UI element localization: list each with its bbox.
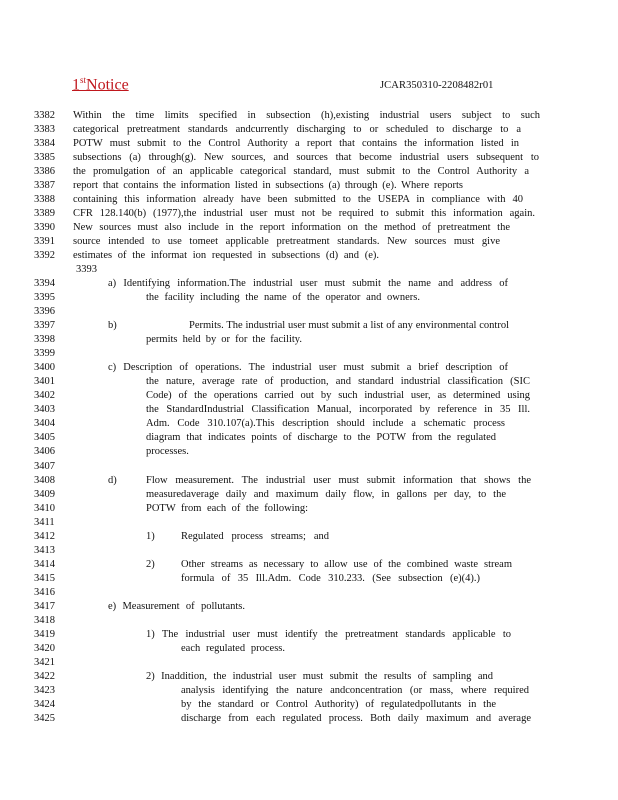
line-number: 3423 <box>34 684 55 696</box>
line-number: 3382 <box>34 110 55 121</box>
document-line <box>0 628 618 642</box>
line-text: by the standard or Control Authority) of regulatedpollutants in the <box>181 698 496 710</box>
notice-ordinal-suffix: st <box>80 75 87 85</box>
line-number: 3399 <box>34 348 55 360</box>
line-number: 3390 <box>34 222 55 234</box>
line-text: 2) Inaddition, the industrial user must submit the results of sampling and <box>146 670 493 682</box>
line-number: 3410 <box>34 502 55 514</box>
line-text: New sources must also include in the report information on the method of pretreatment the <box>73 222 510 234</box>
document-line <box>0 544 618 558</box>
document-line <box>0 165 618 179</box>
line-text: measuredaverage daily and maximum daily flow, in gallons per day, to the <box>146 488 506 500</box>
document-line <box>0 586 618 600</box>
line-number: 3394 <box>34 278 55 290</box>
line-text: Other streams as necessary to allow use of the combined waste stream <box>181 558 512 570</box>
document-line <box>0 193 618 207</box>
line-text: 1) <box>146 530 155 542</box>
document-line <box>0 151 618 165</box>
line-number: 3403 <box>34 404 55 416</box>
document-line <box>0 277 618 291</box>
document-line <box>0 179 618 193</box>
line-number: 3385 <box>34 152 55 164</box>
line-number: 3384 <box>34 138 55 150</box>
line-number: 3412 <box>34 530 55 542</box>
document-line <box>0 417 618 431</box>
line-text: Within the time limits specified in subsection (h),existing industrial users subject to such <box>73 110 540 121</box>
line-number: 3393 <box>76 264 97 276</box>
line-number: 3388 <box>34 194 55 206</box>
document-line <box>0 530 618 544</box>
line-number: 3383 <box>34 124 55 136</box>
document-line <box>0 502 618 516</box>
line-text: 1) The industrial user must identify the pretreatment standards applicable to <box>146 628 511 640</box>
notice-heading <box>72 75 129 94</box>
line-text: processes. <box>146 446 189 458</box>
line-text: discharge from each regulated process. Both daily maximum and average <box>181 712 531 724</box>
line-text: Adm. Code 310.107(a).This description should include a schematic process <box>146 418 505 430</box>
line-text: the StandardIndustrial Classification Manual, incorporated by reference in 35 Ill. <box>146 404 530 416</box>
line-text: diagram that indicates points of discharge to the POTW from the regulated <box>146 432 496 444</box>
line-number: 3398 <box>34 334 55 346</box>
line-text: Regulated process streams; and <box>181 530 329 542</box>
line-number: 3406 <box>34 446 55 458</box>
document-line <box>0 347 618 361</box>
document-line <box>0 600 618 614</box>
line-text: c) Description of operations. The industrial user must submit a brief description of <box>108 362 508 374</box>
document-line <box>0 235 618 249</box>
document-line <box>0 221 618 235</box>
line-text: Code) of the operations carried out by such industrial user, as determined using <box>146 390 530 402</box>
line-number: 3415 <box>34 572 55 584</box>
document-line <box>0 361 618 375</box>
line-text: subsections (a) through(g). New sources, and sources that become industrial users subsequent to <box>73 152 539 164</box>
line-text: a) Identifying information.The industrial user must submit the name and address of <box>108 278 508 290</box>
line-number: 3387 <box>34 180 55 192</box>
line-number: 3413 <box>34 544 55 556</box>
line-number: 3424 <box>34 698 55 710</box>
document-line <box>0 137 618 151</box>
line-text: formula of 35 Ill.Adm. Code 310.233. (See subsection (e)(4).) <box>181 572 480 584</box>
document-line <box>0 445 618 459</box>
line-text: d) <box>108 474 117 486</box>
line-text: source intended to use tomeet applicable pretreatment standards. New sources must give <box>73 236 500 248</box>
document-line <box>0 614 618 628</box>
notice-word: Notice <box>86 76 129 94</box>
document-line <box>0 333 618 347</box>
line-text: the facility including the name of the operator and owners. <box>146 292 420 304</box>
line-number: 3417 <box>34 600 55 612</box>
line-number: 3414 <box>34 558 55 570</box>
document-line <box>0 207 618 221</box>
line-number: 3386 <box>34 166 55 178</box>
line-text: each regulated process. <box>181 642 285 654</box>
line-number: 3401 <box>34 376 55 388</box>
line-number: 3405 <box>34 432 55 444</box>
line-number: 3395 <box>34 292 55 304</box>
line-number: 3389 <box>34 208 55 220</box>
document-line <box>0 642 618 656</box>
document-line <box>0 684 618 698</box>
line-number: 3408 <box>34 474 55 486</box>
document-line <box>0 249 618 263</box>
line-number: 3392 <box>34 250 55 262</box>
line-number: 3416 <box>34 586 55 598</box>
document-line <box>0 319 618 333</box>
line-number: 3420 <box>34 642 55 654</box>
line-number: 3418 <box>34 614 55 626</box>
document-line <box>0 712 618 726</box>
document-line <box>0 656 618 670</box>
document-line <box>0 474 618 488</box>
line-text: analysis identifying the nature andconcentration (or mass, where required <box>181 684 529 696</box>
line-text: permits held by or for the facility. <box>146 334 302 346</box>
line-number: 3404 <box>34 418 55 430</box>
line-text: report that contains the information listed in subsections (a) through (e). Where reports <box>73 180 463 192</box>
document-line <box>0 389 618 403</box>
line-text: categorical pretreatment standards andcurrently discharging to or scheduled to discharge to a <box>73 124 521 136</box>
document-line <box>0 698 618 712</box>
line-number: 3409 <box>34 488 55 500</box>
line-number: 3402 <box>34 390 55 402</box>
document-line <box>0 375 618 389</box>
document-line <box>0 558 618 572</box>
document-line <box>0 109 618 123</box>
line-number: 3396 <box>34 306 55 318</box>
document-id: JCAR350310-2208482r01 <box>380 80 494 91</box>
line-text: containing this information already have been submitted to the USEPA in compliance with 40 <box>73 194 523 206</box>
document-line <box>0 460 618 474</box>
line-text: b) <box>108 320 117 332</box>
line-text: CFR 128.140(b) (1977),the industrial user must not be required to submit this information again. <box>73 208 535 220</box>
line-number: 3422 <box>34 670 55 682</box>
line-text: 2) <box>146 558 155 570</box>
line-number: 3400 <box>34 362 55 374</box>
document-line <box>0 403 618 417</box>
line-number: 3391 <box>34 236 55 248</box>
line-text: POTW must submit to the Control Authority a report that contains the information listed in <box>73 138 519 150</box>
document-line <box>0 516 618 530</box>
notice-number: 1 <box>72 76 80 94</box>
line-number: 3419 <box>34 628 55 640</box>
line-text: e) Measurement of pollutants. <box>108 600 245 612</box>
line-text: the nature, average rate of production, and standard industrial classification (SIC <box>146 376 530 388</box>
line-text: Permits. The industrial user must submit a list of any environmental control <box>189 320 509 332</box>
document-line <box>0 670 618 684</box>
line-text: POTW from each of the following: <box>146 502 308 514</box>
document-line <box>0 431 618 445</box>
line-text: Flow measurement. The industrial user must submit information that shows the <box>146 474 531 486</box>
line-number: 3411 <box>34 516 55 528</box>
document-line <box>0 572 618 586</box>
document-line <box>0 488 618 502</box>
document-line <box>0 291 618 305</box>
document-line <box>0 123 618 137</box>
line-number: 3421 <box>34 656 55 668</box>
line-number: 3425 <box>34 712 55 724</box>
document-line <box>0 263 618 277</box>
document-line <box>0 305 618 319</box>
line-number: 3397 <box>34 320 55 332</box>
line-text: estimates of the informat ion requested in subsections (d) and (e). <box>73 250 379 262</box>
line-number: 3407 <box>34 460 55 472</box>
line-text: the promulgation of an applicable categorical standard, must submit to the Control Authority a <box>73 166 529 178</box>
